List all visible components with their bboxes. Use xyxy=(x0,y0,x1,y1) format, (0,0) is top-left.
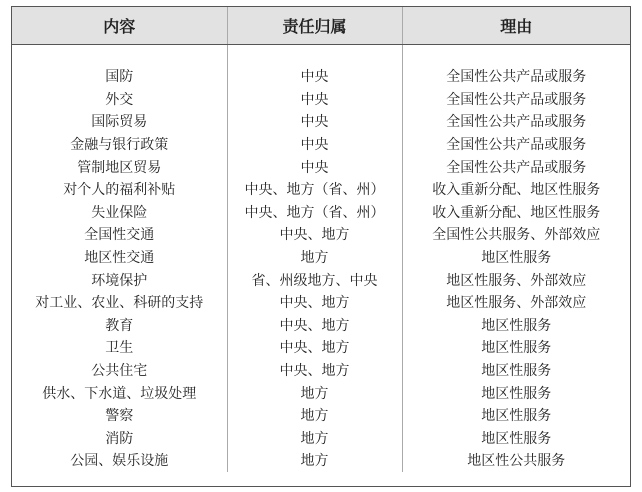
cell-reason: 收入重新分配、地区性服务 xyxy=(402,201,630,224)
table-row xyxy=(12,110,630,133)
table-row xyxy=(12,336,630,359)
cell-reason: 地区性服务 xyxy=(402,246,630,269)
cell-content: 消防 xyxy=(105,430,134,447)
header-reason: 理由 xyxy=(402,7,630,45)
table-row xyxy=(12,223,630,246)
cell-responsibility: 中央、地方 xyxy=(227,314,402,337)
cell-reason: 全国性公共产品或服务 xyxy=(402,88,630,111)
cell-reason: 地区性服务、外部效应 xyxy=(402,268,630,291)
cell-content: 供水、下水道、垃圾处理 xyxy=(42,385,197,402)
cell-responsibility: 中央 xyxy=(227,88,402,111)
cell-content: 失业保险 xyxy=(91,204,148,221)
cell-reason: 地区性服务 xyxy=(402,404,630,427)
cell-responsibility: 地方 xyxy=(227,246,402,269)
cell-reason: 地区性服务 xyxy=(402,427,630,450)
cell-responsibility: 地方 xyxy=(227,449,402,472)
table-row xyxy=(12,201,630,224)
cell-content: 管制地区贸易 xyxy=(77,159,162,176)
cell-content: 对个人的福利补贴 xyxy=(63,182,176,199)
cell-content: 卫生 xyxy=(105,340,134,357)
table-row xyxy=(12,88,630,111)
cell-reason: 地区性服务、外部效应 xyxy=(402,291,630,314)
cell-responsibility: 中央 xyxy=(227,155,402,178)
cell-reason: 地区性服务 xyxy=(402,359,630,382)
cell-reason: 全国性公共产品或服务 xyxy=(402,110,630,133)
cell-reason: 全国性公共服务、外部效应 xyxy=(402,223,630,246)
cell-content: 警察 xyxy=(105,408,134,425)
cell-content: 金融与银行政策 xyxy=(70,137,169,154)
table-row xyxy=(12,427,630,450)
table-row xyxy=(12,246,630,269)
cell-content: 对工业、农业、科研的支持 xyxy=(35,295,204,312)
cell-responsibility: 中央、地方 xyxy=(227,336,402,359)
table-row xyxy=(12,178,630,201)
cell-content: 环境保护 xyxy=(91,272,148,289)
cell-responsibility: 中央、地方 xyxy=(227,359,402,382)
table-row xyxy=(12,65,630,88)
table-header-row xyxy=(12,7,630,45)
table-row xyxy=(12,155,630,178)
table-row xyxy=(12,381,630,404)
cell-content: 国防 xyxy=(105,69,134,86)
table-row xyxy=(12,359,630,382)
cell-responsibility: 地方 xyxy=(227,381,402,404)
table-row xyxy=(12,133,630,156)
cell-responsibility: 中央 xyxy=(227,133,402,156)
cell-responsibility: 中央 xyxy=(227,110,402,133)
cell-content: 教育 xyxy=(105,317,134,334)
cell-reason: 地区性公共服务 xyxy=(402,449,630,472)
table-row xyxy=(12,449,630,472)
cell-content: 全国性交通 xyxy=(84,227,155,244)
cell-reason: 地区性服务 xyxy=(402,336,630,359)
cell-responsibility: 中央 xyxy=(227,65,402,88)
cell-content: 公共住宅 xyxy=(91,363,148,380)
cell-responsibility: 中央、地方（省、州） xyxy=(227,178,402,201)
cell-responsibility: 中央、地方（省、州） xyxy=(227,201,402,224)
cell-content: 公园、娱乐设施 xyxy=(70,453,169,470)
cell-responsibility: 中央、地方 xyxy=(227,291,402,314)
cell-reason: 地区性服务 xyxy=(402,314,630,337)
cell-content: 国际贸易 xyxy=(91,114,148,131)
header-content: 内容 xyxy=(12,7,227,45)
responsibility-table xyxy=(12,7,630,472)
table-row xyxy=(12,404,630,427)
cell-reason: 地区性服务 xyxy=(402,381,630,404)
cell-reason: 全国性公共产品或服务 xyxy=(402,133,630,156)
cell-responsibility: 中央、地方 xyxy=(227,223,402,246)
table-row xyxy=(12,314,630,337)
table-row xyxy=(12,268,630,291)
cell-content: 地区性交通 xyxy=(84,250,155,267)
cell-responsibility: 地方 xyxy=(227,427,402,450)
cell-reason: 收入重新分配、地区性服务 xyxy=(402,178,630,201)
table-spacer-row xyxy=(12,45,630,66)
cell-responsibility: 地方 xyxy=(227,404,402,427)
cell-reason: 全国性公共产品或服务 xyxy=(402,65,630,88)
table-row xyxy=(12,291,630,314)
table-body xyxy=(12,45,630,472)
cell-content: 外交 xyxy=(105,91,134,108)
header-responsibility: 责任归属 xyxy=(227,7,402,45)
responsibility-table-frame xyxy=(11,6,631,487)
cell-responsibility: 省、州级地方、中央 xyxy=(227,268,402,291)
cell-reason: 全国性公共产品或服务 xyxy=(402,155,630,178)
